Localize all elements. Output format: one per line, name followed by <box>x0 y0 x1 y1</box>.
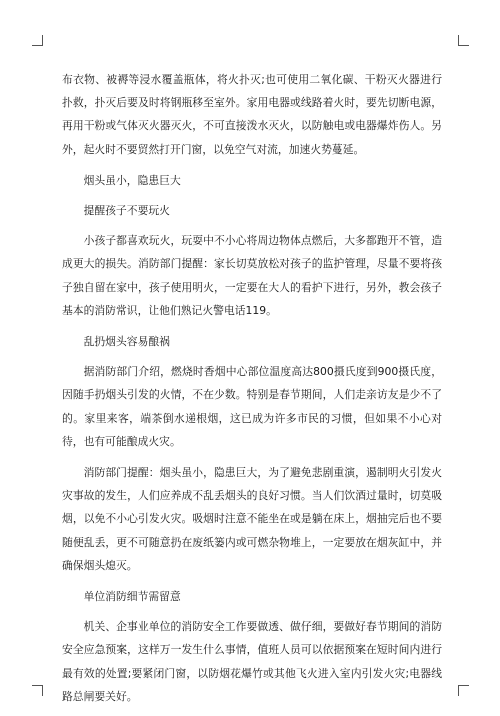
section-heading: 乱扔烟头容易酿祸 <box>83 335 170 349</box>
margin-corner-mark-bottom-left <box>32 685 43 696</box>
body-paragraph: 布衣物、被褥等浸水覆盖瓶体，将火扑灭;也可使用二氧化碳、干粉灭火器进行扑救，扑灭后要及时将钢瓶移至室外。家用电器或线路着火时，要先切断电源，再用干粉或气体灭火器灭火，不可直接泼水灭火，以防触电或电器爆炸伤人。另外，起火时不要贸然打开门窗，以免空气对流，加速火势蔓延。 <box>62 73 442 156</box>
margin-corner-mark-top-left <box>32 35 43 46</box>
body-paragraph: 机关、企事业单位的消防安全工作要做透、做仔细，要做好春节期间的消防安全应急预案，这样万一发生什么事情，值班人员可以依据预案在短时间内进行最有效的处置;要紧闭门窗，以防烟花爆竹或其他飞火进入室内引发火灾;电器线路总闸要关好。 <box>62 620 442 703</box>
body-paragraph: 消防部门提醒：烟头虽小，隐患巨大，为了避免悲剧重演，遏制明火引发火灾事故的发生，人们应养成不乱丢烟头的良好习惯。当人们饮酒过量时，切莫吸烟，以免不小心引发火灾。吸烟时注意不能坐在或是躺在床上，烟抽完后也不要随便乱丢，更不可随意扔在废纸篓内或可燃杂物堆上，一定要放在烟灰缸中，并确保烟头熄灭。 <box>62 466 442 572</box>
section-heading: 提醒孩子不要玩火 <box>83 204 170 218</box>
margin-corner-mark-bottom-right <box>458 685 469 696</box>
body-paragraph: 小孩子都喜欢玩火，玩耍中不小心将周边物体点燃后，大多都跑开不管，造成更大的损失。消防部门提醒：家长切莫放松对孩子的监护管理，尽量不要将孩子独自留在家中，孩子使用明火，一定要在大人的看护下进行，另外，教会孩子基本的消防常识，让他们熟记火警电话119。 <box>62 234 442 317</box>
margin-corner-mark-top-right <box>458 35 469 46</box>
body-paragraph: 据消防部门介绍，燃烧时香烟中心部位温度高达800摄氏度到900摄氏度，因随手扔烟头引发的火情，不在少数。特别是春节期间，人们走亲访友是少不了的。家里来客，端茶倒水递根烟，这已成为许多市民的习惯，但如果不小心对待，也有可能酿成火灾。 <box>62 365 442 448</box>
document-body <box>62 68 442 716</box>
section-heading: 烟头虽小，隐患巨大 <box>83 173 181 187</box>
section-heading: 单位消防细节需留意 <box>83 590 181 604</box>
